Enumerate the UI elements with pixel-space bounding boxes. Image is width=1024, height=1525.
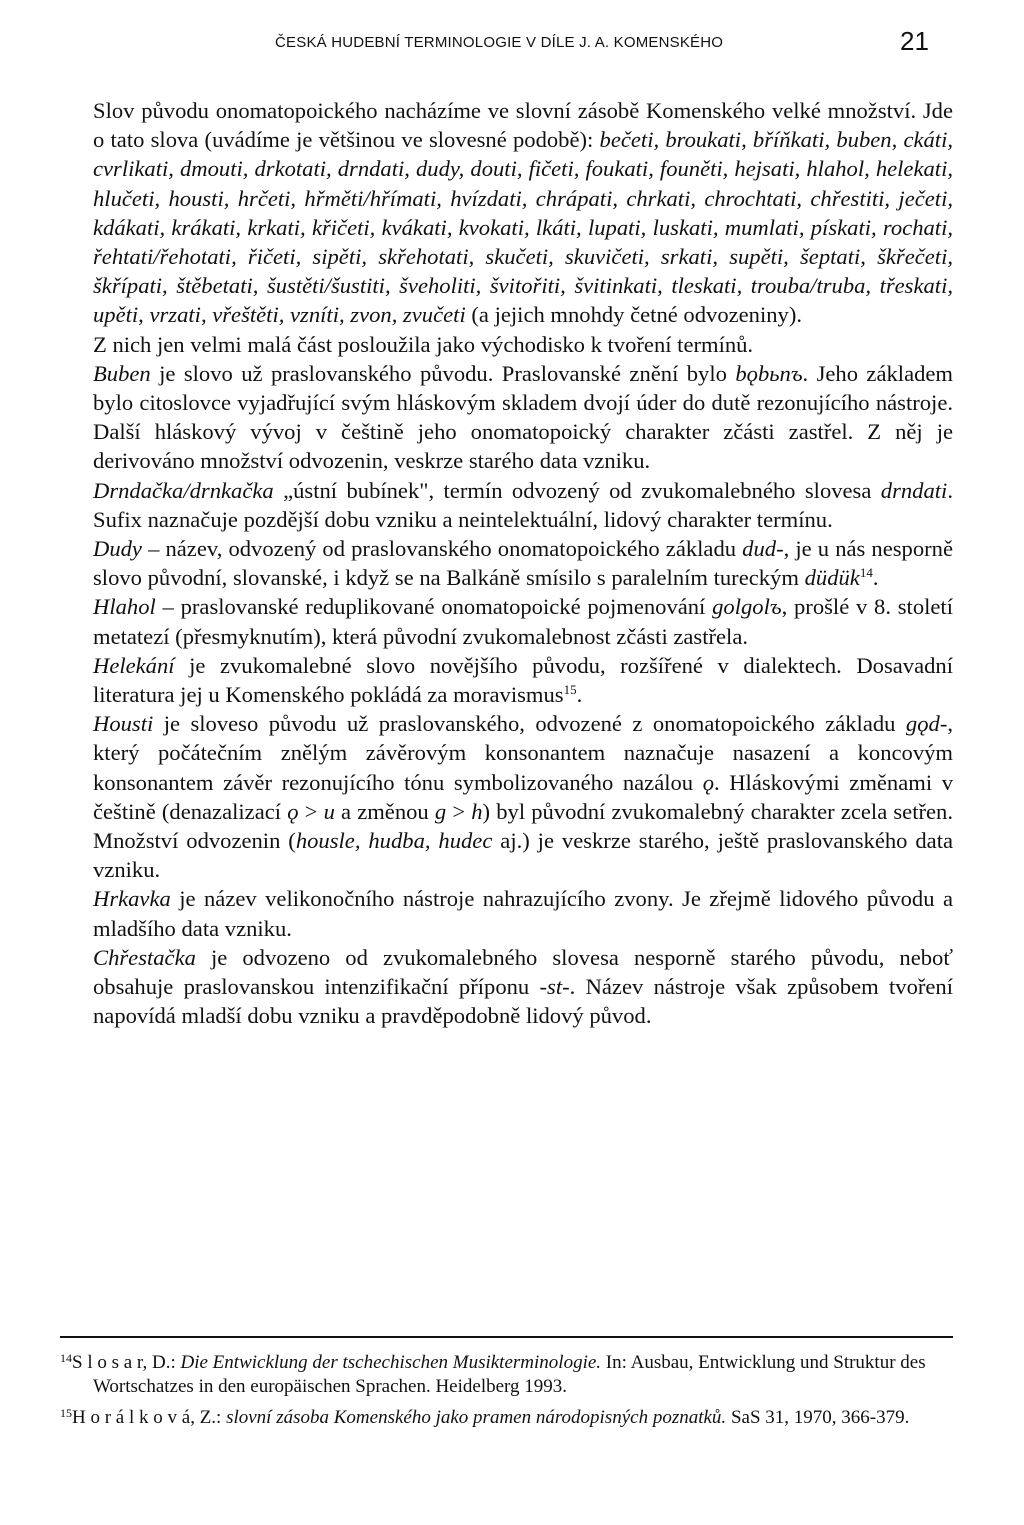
footnote: [60, 1401, 953, 1430]
footnote-author: H o r á l k o v á, Z.:: [72, 1407, 227, 1428]
footnote-number: 15: [60, 1406, 72, 1420]
text-run: >: [446, 798, 472, 824]
text-run: .: [576, 682, 583, 708]
paragraph: [93, 534, 953, 592]
text-run: . Sufix naznačuje pozdější dobu vzniku a neintelektuální, lidový charakter termínu.: [93, 477, 953, 532]
running-head: ČESKÁ HUDEBNÍ TERMINOLOGIE V DÍLE J. A. KOMENSKÉHO: [275, 34, 724, 51]
paragraph: [93, 592, 953, 650]
text-run: je odvozeno od zvukomalebného slovesa nesporně starého původu, neboť obsahuje praslovanskou intenzifikační příponu: [93, 944, 953, 1000]
paragraph: [93, 884, 953, 942]
text-run: , prošlé v 8. století metatezí (přesmyknutím), která původní zvukomalebnost zčásti zastřela.: [93, 594, 953, 649]
italic-term: ǫ: [702, 769, 714, 795]
italic-term: Chřestačka: [93, 944, 196, 970]
text-run: Z nich jen velmi malá část posloužila jako východisko k tvoření termínů.: [93, 331, 754, 357]
body-text: [93, 96, 953, 1031]
italic-term: h: [471, 798, 483, 824]
italic-term: Buben: [93, 360, 151, 386]
footnote-ref: 15: [563, 682, 577, 698]
italic-term: -st-: [539, 974, 570, 1000]
page-number: 21: [900, 26, 929, 56]
text-run: . Název nástroje však způsobem tvoření napovídá mladší dobu vzniku a pravděpodobně lidový původ.: [93, 974, 953, 1029]
text-run: (a jejich mnohdy četné odvozeniny).: [465, 302, 803, 328]
footnote-author: S l o s a r, D.:: [72, 1352, 181, 1373]
text-run: ) byl původní zvukomalebný charakter zcela setřen. Množství odvozenin (: [93, 798, 953, 854]
text-run: .: [872, 565, 879, 591]
italic-term: Helekání: [93, 652, 175, 678]
italic-term: Dudy: [93, 536, 142, 562]
footnote: [60, 1346, 953, 1399]
text-run: , který počátečním znělým závěrovým konsonantem naznačuje nasazení a koncovým konsonantem závěr rezonujícího tónu symbolizovaného nazálou: [93, 711, 953, 795]
italic-term: u: [323, 798, 335, 824]
paragraph: [93, 943, 953, 1031]
paragraph: [93, 330, 953, 359]
italic-term: bečeti, broukati, bříňkati, buben, ckáti, cvrlikati, dmouti, drkotati, drndati, dudy, douti, fičeti, foukati, founěti, hejsati, hlahol, helekati, hlučeti, housti, hrčeti, hřměti/hřímati, hvízdati, chrápati, chrkati, chrochtati, chřestiti, ječeti, kdákati, krákati, krkati, křičeti, kvákati, kvokati, lkáti, lupati, luskati, mumlati, pískati, rochati, řehtati/řehotati, řičeti, sipěti, skřehotati, skučeti, skuvičeti, srkati, supěti, šeptati, škřečeti, škřípati, štěbetati, šustěti/šustiti, šveholiti, švitořiti, švitinkati, tleskati, trouba/truba, třeskati, upěti, vrzati, vřeštěti, vzníti, zvon, zvučeti: [93, 127, 953, 328]
italic-term: Housti: [93, 711, 154, 737]
paragraph: [93, 359, 953, 476]
footnote-details: In: Ausbau, Entwicklung und Struktur des Wortschatzes in den europäischen Sprachen. Heidelberg 1993.: [93, 1352, 926, 1397]
text-run: – praslovanské reduplikované onomatopoické pojmenování: [155, 594, 713, 620]
text-run: je zvukomalebné slovo novějšího původu, rozšířené v dialektech. Dosavadní literatura jej u Komenského pokládá za moravismus: [93, 652, 953, 708]
paragraph: [93, 476, 953, 534]
italic-term: düdük: [804, 565, 860, 591]
footnote-title: Die Entwicklung der tschechischen Musikterminologie.: [180, 1352, 602, 1373]
footnotes: [60, 1346, 953, 1432]
footnote-details: SaS 31, 1970, 366-379.: [726, 1407, 910, 1428]
footnote-title: slovní zásoba Komenského jako pramen národopisných poznatků.: [226, 1407, 727, 1428]
text-run: – název, odvozený od praslovanského onomatopoického základu: [141, 536, 743, 562]
italic-term: gǫd-: [905, 711, 948, 737]
italic-term: drndati: [880, 477, 948, 503]
footnote-separator: [60, 1336, 953, 1338]
footnote-ref: 14: [859, 565, 873, 581]
italic-term: golgolъ: [712, 594, 782, 620]
paragraph: [93, 96, 953, 330]
italic-term: ǫ: [287, 798, 299, 824]
text-run: aj.) je veskrze starého, ještě praslovanského data vzniku.: [93, 828, 954, 883]
paragraph: [93, 651, 953, 709]
italic-term: Hrkavka: [93, 886, 171, 912]
text-run: . Jeho základem bylo citoslovce vyjadřující svým hláskovým skladem dvojí úder do dutě rezonujícího nástroje. Další hláskový vývoj v češtině jeho onomatopoický charakter zčásti zastřel. Z něj je derivováno množství odvozenin, veskrze starého data vzniku.: [93, 360, 953, 474]
text-run: je název velikonočního nástroje nahrazujícího zvony. Je zřejmě lidového původu a mladšího data vzniku.: [93, 886, 953, 941]
italic-term: Hlahol: [93, 594, 156, 620]
text-run: Slov původu onomatopoického nacházíme ve slovní zásobě Komenského velké množství. Jde o tato slova (uvádíme je většinou ve slovesné podobě):: [93, 98, 953, 153]
text-run: „ústní bubínek", termín odvozený od zvukomalebného slovesa: [273, 477, 881, 503]
italic-term: bǫbьnъ: [735, 360, 803, 386]
text-run: a změnou: [334, 798, 435, 824]
text-run: je sloveso původu už praslovanského, odvozené z onomatopoického základu: [153, 711, 906, 737]
text-run: . Hláskovými změnami v češtině (denazalizací: [93, 769, 953, 824]
text-run: >: [298, 798, 324, 824]
paragraph: [93, 709, 953, 884]
text-run: , je u nás nesporně slovo původní, slovanské, i když se na Balkáně smísilo s paralelním tureckým: [93, 536, 953, 591]
italic-term: g: [434, 798, 447, 824]
italic-term: Drndačka/drnkačka: [93, 477, 274, 503]
italic-term: dud-: [742, 536, 784, 562]
italic-term: housle, hudba, hudec: [295, 828, 493, 854]
text-run: je slovo už praslovanského původu. Praslovanské znění bylo: [150, 360, 736, 386]
footnote-number: 14: [60, 1351, 72, 1365]
